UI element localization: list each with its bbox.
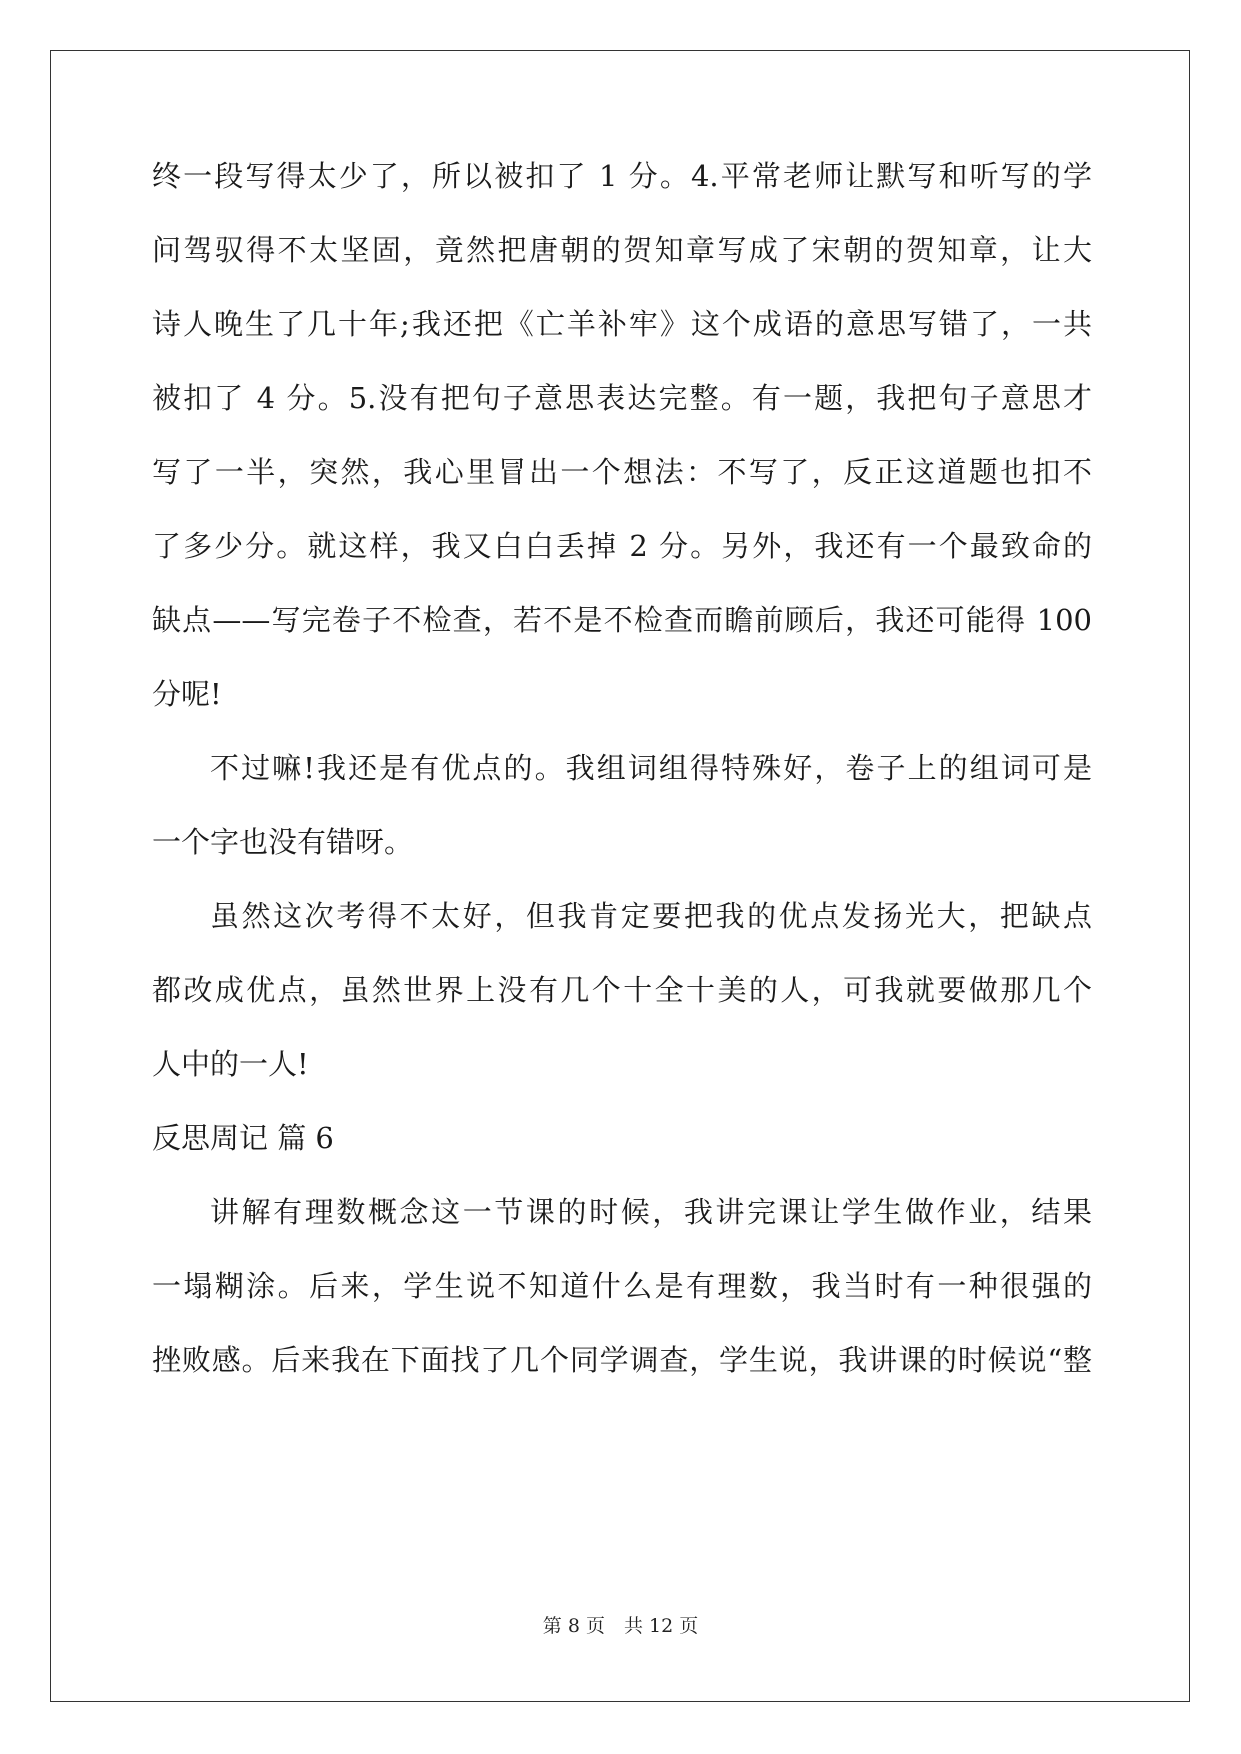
text-line: 问驾驭得不太坚固，竟然把唐朝的贺知章写成了宋朝的贺知章，让大 (152, 233, 1092, 267)
text-line: 都改成优点，虽然世界上没有几个十全十美的人，可我就要做那几个 (152, 973, 1092, 1007)
page-number-footer: 第 8 页 共 12 页 (542, 1615, 699, 1637)
text-line: 写了一半，突然，我心里冒出一个想法：不写了，反正这道题也扣不 (152, 455, 1092, 489)
text-line: 分呢! (152, 677, 222, 711)
paragraph-first-line: 不过嘛!我还是有优点的。我组词组得特殊好，卷子上的组词可是 (210, 751, 1092, 785)
text-line: 诗人晚生了几十年;我还把《亡羊补牢》这个成语的意思写错了，一共 (152, 307, 1092, 341)
text-line: 一塌糊涂。后来，学生说不知道什么是有理数，我当时有一种很强的 (152, 1269, 1092, 1303)
page-border (50, 50, 1190, 1702)
text-line: 被扣了 4 分。5.没有把句子意思表达完整。有一题，我把句子意思才 (152, 381, 1092, 415)
text-line: 挫败感。后来我在下面找了几个同学调查，学生说，我讲课的时候说“整 (152, 1343, 1092, 1377)
text-line: 一个字也没有错呀。 (152, 825, 414, 859)
text-line: 人中的一人! (152, 1047, 309, 1081)
text-line: 缺点——写完卷子不检查，若不是不检查而瞻前顾后，我还可能得 100 (152, 603, 1092, 637)
paragraph-first-line: 讲解有理数概念这一节课的时候，我讲完课让学生做作业，结果 (210, 1195, 1092, 1229)
text-line: 终一段写得太少了，所以被扣了 1 分。4.平常老师让默写和听写的学 (152, 159, 1092, 193)
paragraph-first-line: 虽然这次考得不太好，但我肯定要把我的优点发扬光大，把缺点 (210, 899, 1092, 933)
text-line: 了多少分。就这样，我又白白丢掉 2 分。另外，我还有一个最致命的 (152, 529, 1092, 563)
section-heading: 反思周记 篇 6 (152, 1121, 334, 1155)
